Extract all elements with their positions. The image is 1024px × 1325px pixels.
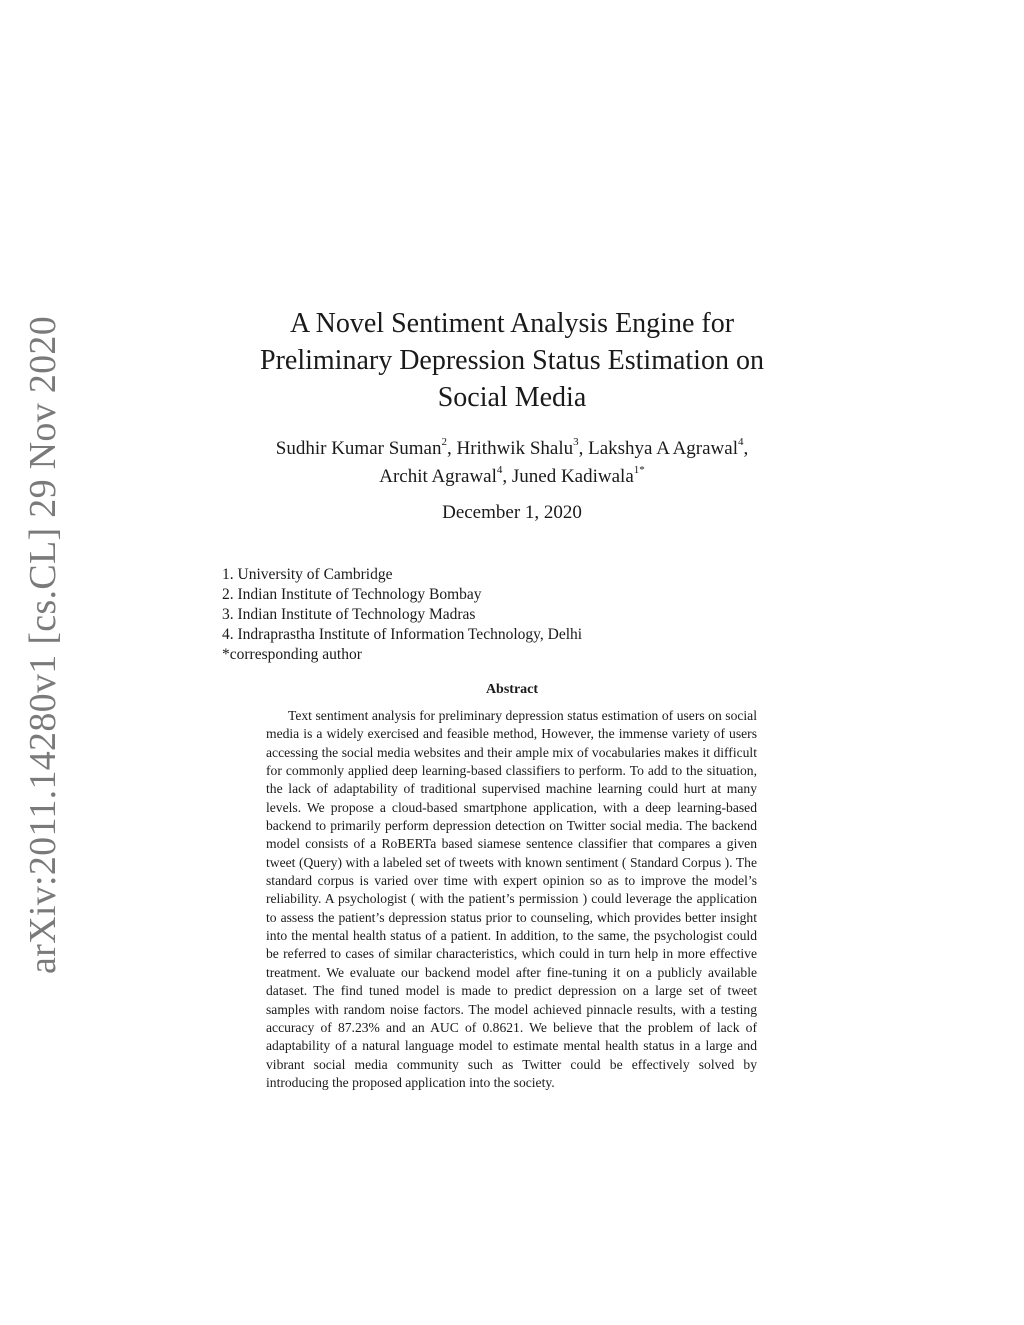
arxiv-identifier[interactable]: arXiv:2011.14280v1 [cs.CL] 29 Nov 2020	[22, 315, 64, 975]
author-name: Juned Kadiwala	[511, 466, 634, 487]
abstract-heading: Abstract	[485, 682, 539, 697]
author-name: Sudhir Kumar Suman	[275, 438, 442, 459]
affiliation-item: 4. Indraprastha Institute of Information Technology, Delhi	[222, 626, 583, 643]
title-line-1: A Novel Sentiment Analysis Engine for	[289, 308, 735, 339]
affiliation-item: 2. Indian Institute of Technology Bombay	[222, 586, 482, 603]
author-name: Hrithwik Shalu	[456, 438, 574, 459]
author-line-1: Sudhir Kumar Suman$^2$, Hrithwik Shalu$^3$, Lakshya A Agrawal$^4$,	[275, 435, 749, 459]
title-line-2: Preliminary Depression Status Estimation on	[260, 345, 764, 376]
author-name: Archit Agrawal	[379, 466, 497, 487]
paper-title	[200, 305, 824, 416]
publication-date: December 1, 2020	[442, 502, 582, 523]
corresponding-author-note: *corresponding author	[222, 646, 362, 663]
affiliation-list	[222, 565, 582, 665]
author-affiliation-mark: 4	[496, 463, 503, 476]
affiliation-item: 1. University of Cambridge	[222, 566, 393, 583]
author-affiliation-mark: 4	[737, 435, 744, 448]
author-affiliation-mark: 3	[573, 435, 579, 448]
author-line-2: Archit Agrawal$^4$, Juned Kadiwala$^{1*}$	[379, 463, 645, 487]
author-name: Lakshya A Agrawal	[588, 438, 738, 459]
affiliation-item: 3. Indian Institute of Technology Madras	[222, 606, 476, 623]
author-affiliation-mark: 2	[441, 435, 447, 448]
author-list	[200, 435, 824, 491]
abstract-text: Text sentiment analysis for preliminary depression status estimation of users on social media is a widely exercised and feasible method, However, the immense variety of users accessing the social media websites and their ample mix of vocabularies makes it difficult for commonly applied deep learning-based classifiers to perform. To add to the situation, the lack of adaptability of traditional supervised machine learning could hurt at many levels. We propose a cloud-based smartphone application, with a deep learning-based backend to primarily perform depression detection on Twitter social media. The backend model consists of a RoBERTa based siamese sentence classifier that compares a given tweet (Query) with a labeled set of tweets with known sentiment ( Standard Corpus ). The standard corpus is varied over time with expert opinion so as to improve the model’s reliability. A psychologist ( with the patient’s permission ) could leverage the application to assess the patient’s depression status prior to counseling, which provides better insight into the mental health status of a patient. In addition, to the same, the psychologist could be referred to cases of similar characteristics, which could in turn help in more effective treatment. We evaluate our backend model after fine-tuning it on a publicly available dataset. The find tuned model is made to predict depression on a large set of tweet samples with random noise factors. The model achieved pinnacle results, with a testing accuracy of 87.23% and an AUC of 0.8621. We believe that the problem of lack of adaptability of a natural language model to estimate mental health status in a large and vibrant social media community such as Twitter could be effectively solved by introducing the proposed application into the society.	[266, 708, 757, 1090]
title-line-3: Social Media	[437, 382, 587, 413]
author-affiliation-mark: 1*	[633, 463, 645, 476]
